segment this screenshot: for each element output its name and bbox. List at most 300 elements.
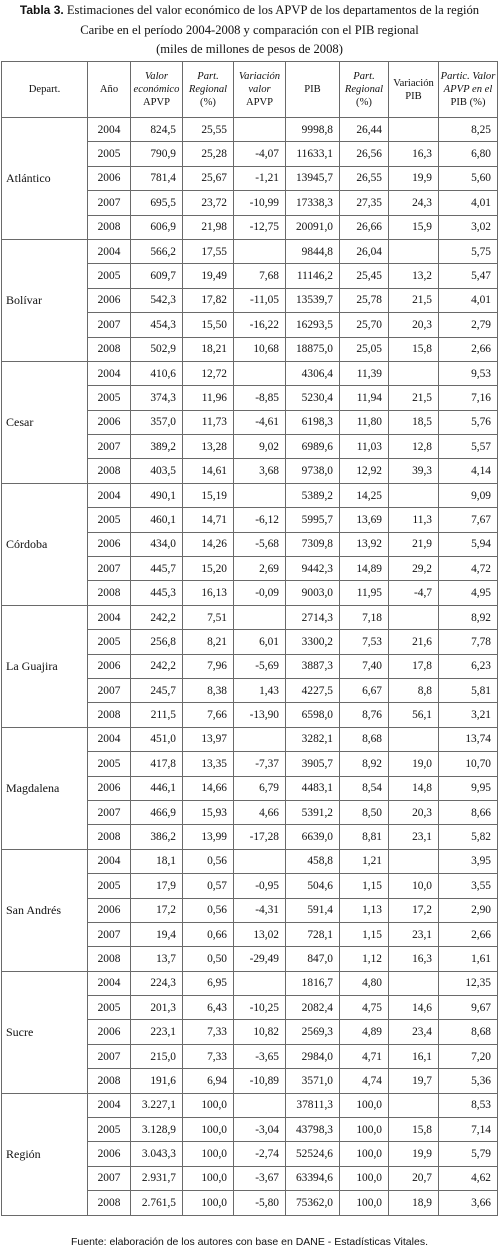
variacion-pib-cell: 19,9 xyxy=(389,1142,439,1166)
valor-apvp-cell: 191,6 xyxy=(131,1069,183,1093)
variacion-pib-cell xyxy=(389,1093,439,1117)
variacion-pib-cell: 15,8 xyxy=(389,1118,439,1142)
valor-apvp-cell: 13,7 xyxy=(131,947,183,971)
pib-part-cell: 26,44 xyxy=(340,118,389,142)
pib-part-cell: 100,0 xyxy=(340,1118,389,1142)
variacion-apvp-cell: -4,31 xyxy=(234,898,286,922)
valor-apvp-cell: 215,0 xyxy=(131,1044,183,1068)
part-regional-cell: 0,56 xyxy=(183,849,234,873)
year-cell: 2006 xyxy=(88,898,131,922)
part-regional-cell: 14,61 xyxy=(183,459,234,483)
part-regional-cell: 14,26 xyxy=(183,532,234,556)
header-ppart-1: Part. xyxy=(353,71,375,82)
pib-part-cell: 13,92 xyxy=(340,532,389,556)
pib-cell: 6598,0 xyxy=(286,703,340,727)
part-regional-cell: 17,55 xyxy=(183,239,234,263)
year-cell: 2006 xyxy=(88,288,131,312)
pib-part-cell: 8,50 xyxy=(340,800,389,824)
valor-apvp-cell: 211,5 xyxy=(131,703,183,727)
partic-cell: 8,92 xyxy=(439,605,498,629)
pib-cell: 4483,1 xyxy=(286,776,340,800)
header-depart: Depart. xyxy=(2,62,88,118)
year-cell: 2006 xyxy=(88,410,131,434)
header-partic-1: Partic. Valor xyxy=(440,71,496,82)
variacion-pib-cell: 39,3 xyxy=(389,459,439,483)
pib-part-cell: 11,80 xyxy=(340,410,389,434)
variacion-apvp-cell: -29,49 xyxy=(234,947,286,971)
part-regional-cell: 0,50 xyxy=(183,947,234,971)
table-row xyxy=(2,1093,498,1117)
partic-cell: 6,23 xyxy=(439,654,498,678)
header-valor-apvp xyxy=(131,62,183,118)
part-regional-cell: 100,0 xyxy=(183,1142,234,1166)
part-regional-cell: 15,50 xyxy=(183,313,234,337)
part-regional-cell: 17,82 xyxy=(183,288,234,312)
pib-cell: 504,6 xyxy=(286,874,340,898)
pib-cell: 52524,6 xyxy=(286,1142,340,1166)
header-var-2: valor xyxy=(248,84,271,95)
department-cell: Cesar xyxy=(2,361,88,483)
partic-cell: 5,94 xyxy=(439,532,498,556)
variacion-apvp-cell: -1,21 xyxy=(234,166,286,190)
valor-apvp-cell: 19,4 xyxy=(131,922,183,946)
year-cell: 2006 xyxy=(88,654,131,678)
pib-part-cell: 1,13 xyxy=(340,898,389,922)
variacion-pib-cell: 18,5 xyxy=(389,410,439,434)
pib-cell: 9998,8 xyxy=(286,118,340,142)
partic-cell: 5,47 xyxy=(439,264,498,288)
year-cell: 2008 xyxy=(88,459,131,483)
variacion-apvp-cell: -12,75 xyxy=(234,215,286,239)
header-vpib-2: PIB xyxy=(405,90,422,102)
table-label: Tabla 3. xyxy=(19,3,64,17)
valor-apvp-cell: 242,2 xyxy=(131,605,183,629)
partic-cell: 12,35 xyxy=(439,971,498,995)
variacion-apvp-cell xyxy=(234,849,286,873)
partic-cell: 2,79 xyxy=(439,313,498,337)
year-cell: 2004 xyxy=(88,239,131,263)
variacion-apvp-cell xyxy=(234,361,286,385)
part-regional-cell: 8,21 xyxy=(183,630,234,654)
part-regional-cell: 21,98 xyxy=(183,215,234,239)
table-caption xyxy=(0,0,499,61)
year-cell: 2007 xyxy=(88,1166,131,1190)
pib-part-cell: 8,76 xyxy=(340,703,389,727)
partic-cell: 2,66 xyxy=(439,922,498,946)
pib-cell: 75362,0 xyxy=(286,1191,340,1215)
header-ppart-2: Regional xyxy=(344,84,384,95)
variacion-pib-cell: 23,4 xyxy=(389,1020,439,1044)
partic-cell: 10,70 xyxy=(439,752,498,776)
year-cell: 2004 xyxy=(88,727,131,751)
part-regional-cell: 0,56 xyxy=(183,898,234,922)
variacion-apvp-cell: -17,28 xyxy=(234,825,286,849)
pib-part-cell: 26,04 xyxy=(340,239,389,263)
variacion-pib-cell xyxy=(389,361,439,385)
pib-cell: 3571,0 xyxy=(286,1069,340,1093)
department-cell: Región xyxy=(2,1093,88,1215)
part-regional-cell: 100,0 xyxy=(183,1191,234,1215)
variacion-pib-cell: 17,8 xyxy=(389,654,439,678)
variacion-apvp-cell xyxy=(234,483,286,507)
department-cell: San Andrés xyxy=(2,849,88,971)
valor-apvp-cell: 3.128,9 xyxy=(131,1118,183,1142)
valor-apvp-cell: 446,1 xyxy=(131,776,183,800)
valor-apvp-cell: 17,2 xyxy=(131,898,183,922)
pib-part-cell: 14,89 xyxy=(340,557,389,581)
variacion-apvp-cell: -6,12 xyxy=(234,508,286,532)
partic-cell: 2,90 xyxy=(439,898,498,922)
part-regional-cell: 13,28 xyxy=(183,435,234,459)
year-cell: 2005 xyxy=(88,752,131,776)
partic-cell: 8,53 xyxy=(439,1093,498,1117)
part-regional-cell: 15,19 xyxy=(183,483,234,507)
pib-cell: 1816,7 xyxy=(286,971,340,995)
year-cell: 2006 xyxy=(88,1020,131,1044)
variacion-pib-cell: 13,2 xyxy=(389,264,439,288)
pib-cell: 2569,3 xyxy=(286,1020,340,1044)
header-var-1: Variación xyxy=(238,71,281,82)
pib-cell: 17338,3 xyxy=(286,191,340,215)
variacion-apvp-cell: -3,65 xyxy=(234,1044,286,1068)
variacion-pib-cell: 12,8 xyxy=(389,435,439,459)
partic-cell: 5,57 xyxy=(439,435,498,459)
partic-cell: 5,82 xyxy=(439,825,498,849)
pib-part-cell: 26,56 xyxy=(340,142,389,166)
year-cell: 2008 xyxy=(88,215,131,239)
part-regional-cell: 12,72 xyxy=(183,361,234,385)
year-cell: 2005 xyxy=(88,264,131,288)
partic-cell: 8,25 xyxy=(439,118,498,142)
variacion-apvp-cell: 9,02 xyxy=(234,435,286,459)
pib-part-cell: 8,92 xyxy=(340,752,389,776)
year-cell: 2007 xyxy=(88,678,131,702)
valor-apvp-cell: 417,8 xyxy=(131,752,183,776)
pib-cell: 3300,2 xyxy=(286,630,340,654)
header-pib: PIB xyxy=(286,62,340,118)
table-row xyxy=(2,239,498,263)
valor-apvp-cell: 2.761,5 xyxy=(131,1191,183,1215)
header-row xyxy=(2,62,498,118)
variacion-apvp-cell xyxy=(234,727,286,751)
pib-part-cell: 8,54 xyxy=(340,776,389,800)
pib-part-cell: 100,0 xyxy=(340,1142,389,1166)
valor-apvp-cell: 454,3 xyxy=(131,313,183,337)
pib-part-cell: 4,71 xyxy=(340,1044,389,1068)
pib-cell: 2714,3 xyxy=(286,605,340,629)
variacion-pib-cell: 21,5 xyxy=(389,288,439,312)
year-cell: 2008 xyxy=(88,337,131,361)
table-row xyxy=(2,118,498,142)
variacion-apvp-cell xyxy=(234,605,286,629)
year-cell: 2004 xyxy=(88,849,131,873)
part-regional-cell: 0,57 xyxy=(183,874,234,898)
pib-part-cell: 7,40 xyxy=(340,654,389,678)
part-regional-cell: 15,20 xyxy=(183,557,234,581)
pib-cell: 37811,3 xyxy=(286,1093,340,1117)
partic-cell: 4,14 xyxy=(439,459,498,483)
variacion-pib-cell: 21,6 xyxy=(389,630,439,654)
pib-part-cell: 100,0 xyxy=(340,1093,389,1117)
part-regional-cell: 13,99 xyxy=(183,825,234,849)
department-cell: Atlántico xyxy=(2,118,88,240)
part-regional-cell: 14,71 xyxy=(183,508,234,532)
year-cell: 2004 xyxy=(88,1093,131,1117)
pib-part-cell: 100,0 xyxy=(340,1166,389,1190)
table-row xyxy=(2,971,498,995)
valor-apvp-cell: 386,2 xyxy=(131,825,183,849)
partic-cell: 9,09 xyxy=(439,483,498,507)
partic-cell: 5,36 xyxy=(439,1069,498,1093)
pib-part-cell: 12,92 xyxy=(340,459,389,483)
valor-apvp-cell: 256,8 xyxy=(131,630,183,654)
data-table xyxy=(1,61,498,1216)
pib-part-cell: 8,81 xyxy=(340,825,389,849)
partic-cell: 4,01 xyxy=(439,191,498,215)
pib-part-cell: 25,70 xyxy=(340,313,389,337)
year-cell: 2007 xyxy=(88,1044,131,1068)
partic-cell: 3,21 xyxy=(439,703,498,727)
pib-part-cell: 8,68 xyxy=(340,727,389,751)
year-cell: 2008 xyxy=(88,703,131,727)
partic-cell: 7,20 xyxy=(439,1044,498,1068)
pib-cell: 20091,0 xyxy=(286,215,340,239)
variacion-apvp-cell: 1,43 xyxy=(234,678,286,702)
partic-cell: 7,16 xyxy=(439,386,498,410)
pib-part-cell: 26,66 xyxy=(340,215,389,239)
year-cell: 2005 xyxy=(88,630,131,654)
year-cell: 2008 xyxy=(88,825,131,849)
part-regional-cell: 6,95 xyxy=(183,971,234,995)
pib-cell: 11633,1 xyxy=(286,142,340,166)
header-pib-part-regional xyxy=(340,62,389,118)
partic-cell: 4,62 xyxy=(439,1166,498,1190)
header-variacion-pib xyxy=(389,62,439,118)
variacion-pib-cell: 17,2 xyxy=(389,898,439,922)
table-row xyxy=(2,727,498,751)
year-cell: 2004 xyxy=(88,971,131,995)
partic-cell: 3,95 xyxy=(439,849,498,873)
year-cell: 2006 xyxy=(88,776,131,800)
pib-cell: 9003,0 xyxy=(286,581,340,605)
variacion-pib-cell: 16,3 xyxy=(389,947,439,971)
valor-apvp-cell: 490,1 xyxy=(131,483,183,507)
pib-cell: 4227,5 xyxy=(286,678,340,702)
variacion-pib-cell: 14,8 xyxy=(389,776,439,800)
caption-line-1 xyxy=(2,1,497,21)
part-regional-cell: 16,13 xyxy=(183,581,234,605)
variacion-pib-cell: 16,1 xyxy=(389,1044,439,1068)
partic-cell: 7,14 xyxy=(439,1118,498,1142)
valor-apvp-cell: 542,3 xyxy=(131,288,183,312)
variacion-pib-cell: 29,2 xyxy=(389,557,439,581)
variacion-apvp-cell: -10,99 xyxy=(234,191,286,215)
part-regional-cell: 14,66 xyxy=(183,776,234,800)
variacion-pib-cell xyxy=(389,971,439,995)
year-cell: 2004 xyxy=(88,605,131,629)
variacion-apvp-cell: -11,05 xyxy=(234,288,286,312)
variacion-pib-cell: 24,3 xyxy=(389,191,439,215)
valor-apvp-cell: 403,5 xyxy=(131,459,183,483)
pib-cell: 5995,7 xyxy=(286,508,340,532)
pib-part-cell: 25,05 xyxy=(340,337,389,361)
header-year: Año xyxy=(88,62,131,118)
department-cell: Sucre xyxy=(2,971,88,1093)
valor-apvp-cell: 695,5 xyxy=(131,191,183,215)
part-regional-cell: 7,66 xyxy=(183,703,234,727)
pib-cell: 458,8 xyxy=(286,849,340,873)
pib-cell: 3282,1 xyxy=(286,727,340,751)
part-regional-cell: 11,73 xyxy=(183,410,234,434)
part-regional-cell: 6,94 xyxy=(183,1069,234,1093)
pib-cell: 5389,2 xyxy=(286,483,340,507)
variacion-apvp-cell: 10,68 xyxy=(234,337,286,361)
pib-cell: 4306,4 xyxy=(286,361,340,385)
caption-line-3: (miles de millones de pesos de 2008) xyxy=(156,42,343,56)
valor-apvp-cell: 224,3 xyxy=(131,971,183,995)
variacion-apvp-cell: -8,85 xyxy=(234,386,286,410)
variacion-apvp-cell: 7,68 xyxy=(234,264,286,288)
variacion-apvp-cell: -5,80 xyxy=(234,1191,286,1215)
caption-line-2: Caribe en el período 2004-2008 y comparación con el PIB regional xyxy=(80,22,419,37)
pib-cell: 6198,3 xyxy=(286,410,340,434)
header-part-1: Part. xyxy=(197,71,219,82)
pib-cell: 13539,7 xyxy=(286,288,340,312)
part-regional-cell: 15,93 xyxy=(183,800,234,824)
partic-cell: 13,74 xyxy=(439,727,498,751)
valor-apvp-cell: 245,7 xyxy=(131,678,183,702)
partic-cell: 3,66 xyxy=(439,1191,498,1215)
variacion-apvp-cell: -10,89 xyxy=(234,1069,286,1093)
valor-apvp-cell: 466,9 xyxy=(131,800,183,824)
valor-apvp-cell: 242,2 xyxy=(131,654,183,678)
pib-part-cell: 1,15 xyxy=(340,874,389,898)
pib-part-cell: 4,89 xyxy=(340,1020,389,1044)
source-note: Fuente: elaboración de los autores con base en DANE - Estadísticas Vitales. xyxy=(70,1235,428,1248)
partic-cell: 6,80 xyxy=(439,142,498,166)
year-cell: 2005 xyxy=(88,1118,131,1142)
year-cell: 2008 xyxy=(88,1191,131,1215)
pib-part-cell: 13,69 xyxy=(340,508,389,532)
variacion-apvp-cell: 13,02 xyxy=(234,922,286,946)
variacion-apvp-cell: -5,69 xyxy=(234,654,286,678)
variacion-pib-cell: 23,1 xyxy=(389,825,439,849)
valor-apvp-cell: 566,2 xyxy=(131,239,183,263)
year-cell: 2004 xyxy=(88,361,131,385)
part-regional-cell: 7,33 xyxy=(183,1020,234,1044)
year-cell: 2005 xyxy=(88,874,131,898)
valor-apvp-cell: 410,6 xyxy=(131,361,183,385)
year-cell: 2007 xyxy=(88,922,131,946)
part-regional-cell: 23,72 xyxy=(183,191,234,215)
variacion-pib-cell: 21,9 xyxy=(389,532,439,556)
part-regional-cell: 19,49 xyxy=(183,264,234,288)
variacion-pib-cell: 19,9 xyxy=(389,166,439,190)
part-regional-cell: 11,96 xyxy=(183,386,234,410)
valor-apvp-cell: 451,0 xyxy=(131,727,183,751)
header-part-2: Regional xyxy=(188,84,228,95)
pib-cell: 847,0 xyxy=(286,947,340,971)
pib-part-cell: 6,67 xyxy=(340,678,389,702)
pib-cell: 6639,0 xyxy=(286,825,340,849)
part-regional-cell: 100,0 xyxy=(183,1093,234,1117)
pib-cell: 63394,6 xyxy=(286,1166,340,1190)
pib-cell: 591,4 xyxy=(286,898,340,922)
partic-cell: 3,55 xyxy=(439,874,498,898)
part-regional-cell: 7,51 xyxy=(183,605,234,629)
year-cell: 2005 xyxy=(88,996,131,1020)
partic-cell: 1,61 xyxy=(439,947,498,971)
partic-cell: 5,79 xyxy=(439,1142,498,1166)
variacion-pib-cell: 14,6 xyxy=(389,996,439,1020)
pib-part-cell: 25,45 xyxy=(340,264,389,288)
header-partic-3: PIB (%) xyxy=(450,97,486,108)
variacion-apvp-cell: -3,67 xyxy=(234,1166,286,1190)
table-row xyxy=(2,605,498,629)
part-regional-cell: 7,33 xyxy=(183,1044,234,1068)
table-body xyxy=(2,118,498,1216)
variacion-pib-cell: 8,8 xyxy=(389,678,439,702)
variacion-apvp-cell: -4,61 xyxy=(234,410,286,434)
caption-text-1: Estimaciones del valor económico de los APVP de los departamentos de la región xyxy=(66,3,480,17)
valor-apvp-cell: 201,3 xyxy=(131,996,183,1020)
pib-cell: 7309,8 xyxy=(286,532,340,556)
pib-part-cell: 4,80 xyxy=(340,971,389,995)
variacion-apvp-cell: 4,66 xyxy=(234,800,286,824)
partic-cell: 7,78 xyxy=(439,630,498,654)
pib-cell: 43798,3 xyxy=(286,1118,340,1142)
year-cell: 2008 xyxy=(88,947,131,971)
variacion-apvp-cell: -16,22 xyxy=(234,313,286,337)
variacion-apvp-cell: -0,09 xyxy=(234,581,286,605)
part-regional-cell: 25,67 xyxy=(183,166,234,190)
year-cell: 2008 xyxy=(88,581,131,605)
table-row xyxy=(2,483,498,507)
variacion-pib-cell: 19,0 xyxy=(389,752,439,776)
pib-cell: 3905,7 xyxy=(286,752,340,776)
valor-apvp-cell: 2.931,7 xyxy=(131,1166,183,1190)
header-variacion-apvp xyxy=(234,62,286,118)
variacion-pib-cell xyxy=(389,118,439,142)
variacion-pib-cell: 16,3 xyxy=(389,142,439,166)
year-cell: 2005 xyxy=(88,386,131,410)
variacion-pib-cell xyxy=(389,849,439,873)
part-regional-cell: 18,21 xyxy=(183,337,234,361)
year-cell: 2007 xyxy=(88,557,131,581)
header-var-3: APVP xyxy=(245,97,274,108)
variacion-pib-cell: 56,1 xyxy=(389,703,439,727)
variacion-apvp-cell xyxy=(234,1093,286,1117)
partic-cell: 5,81 xyxy=(439,678,498,702)
partic-cell: 5,60 xyxy=(439,166,498,190)
department-cell: Córdoba xyxy=(2,483,88,605)
variacion-apvp-cell xyxy=(234,239,286,263)
valor-apvp-cell: 606,9 xyxy=(131,215,183,239)
header-valor-3: APVP xyxy=(142,97,171,108)
variacion-apvp-cell: 6,79 xyxy=(234,776,286,800)
year-cell: 2005 xyxy=(88,508,131,532)
partic-cell: 8,66 xyxy=(439,800,498,824)
part-regional-cell: 0,66 xyxy=(183,922,234,946)
year-cell: 2006 xyxy=(88,532,131,556)
department-cell: Bolívar xyxy=(2,239,88,361)
variacion-pib-cell xyxy=(389,239,439,263)
partic-cell: 4,95 xyxy=(439,581,498,605)
pib-cell: 3887,3 xyxy=(286,654,340,678)
variacion-apvp-cell: -5,68 xyxy=(234,532,286,556)
pib-cell: 5391,2 xyxy=(286,800,340,824)
pib-part-cell: 1,21 xyxy=(340,849,389,873)
